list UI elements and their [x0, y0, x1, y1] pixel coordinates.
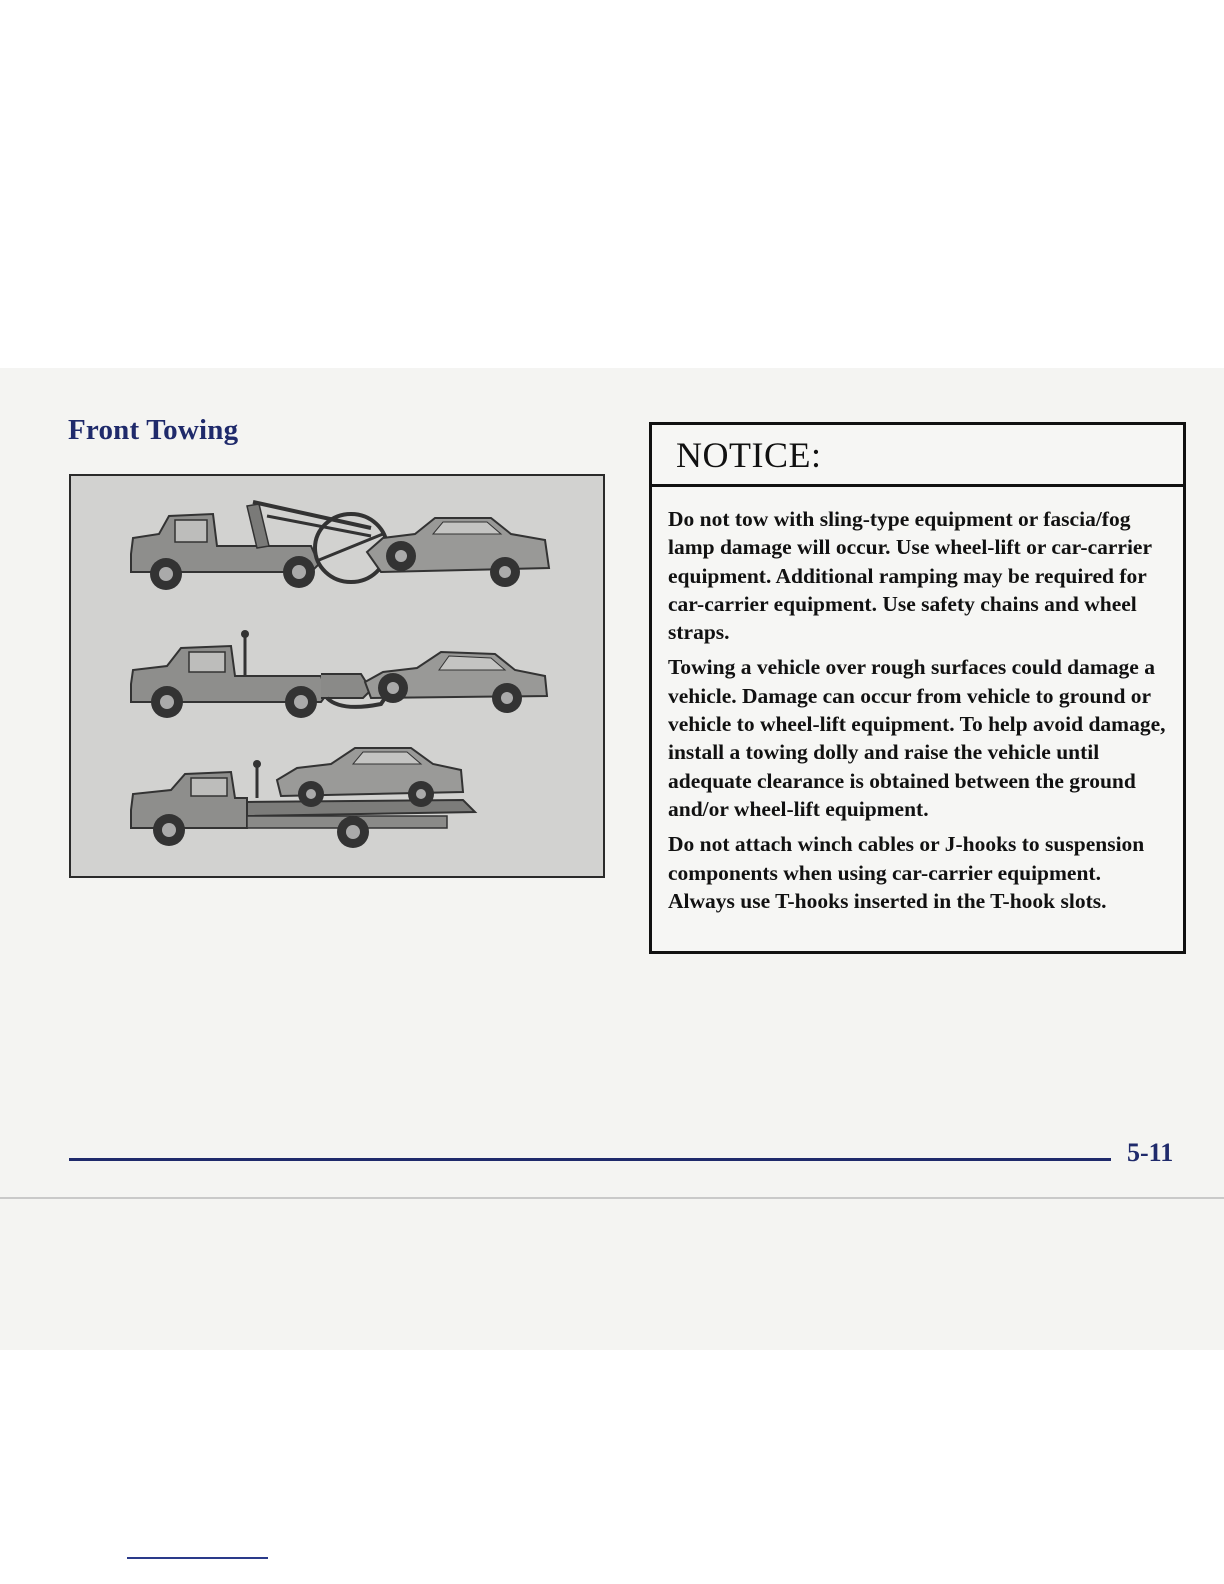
page-number: 5-11 [1127, 1138, 1174, 1167]
notice-header [652, 425, 1183, 487]
notice-body [652, 487, 1183, 915]
notice-heading: NOTICE: [676, 434, 822, 475]
section-title: Front Towing [68, 414, 239, 446]
bottom-underline [127, 1557, 268, 1559]
footer-divider [69, 1158, 1111, 1161]
towing-illustration [69, 474, 605, 878]
notice-paragraph: Do not tow with sling-type equipment or fascia/fog lamp damage will occur. Use wheel-lift or car-carrier equipment. Additional ramping may be required for car-carrier equipment. Use safety chains and wheel straps. [668, 507, 1152, 645]
notice-paragraph: Towing a vehicle over rough surfaces could damage a vehicle. Damage can occur from vehicle to ground or vehicle to wheel-lift equipment. To help avoid damage, install a towing dolly and raise the vehicle until adequate clearance is obtained between the ground and/or wheel-lift equipment. [668, 655, 1166, 821]
notice-box [649, 422, 1186, 954]
page-edge-line [0, 1197, 1224, 1199]
notice-paragraph: Do not attach winch cables or J-hooks to suspension components when using car-carrier equipment. Always use T-hooks inserted in the T-hook slots. [668, 832, 1145, 913]
